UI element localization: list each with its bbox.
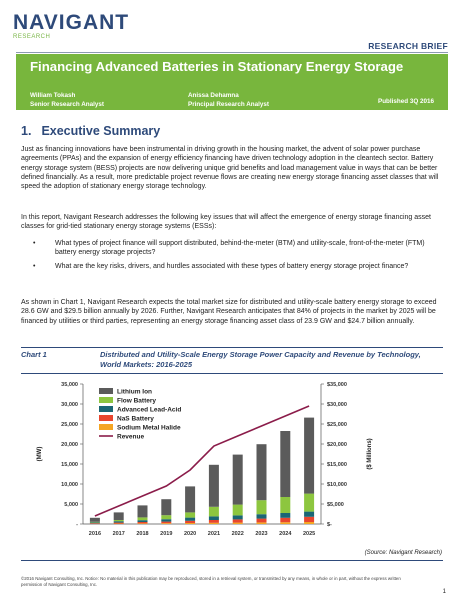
bar-segment xyxy=(280,522,290,524)
bar-segment xyxy=(185,512,195,517)
x-tick-label: 2016 xyxy=(88,531,102,537)
section-heading xyxy=(21,124,160,138)
bar-segment xyxy=(257,522,267,524)
bar-segment xyxy=(233,505,243,516)
report-title: Financing Advanced Batteries in Stationary Energy Storage xyxy=(30,59,404,74)
bar-segment xyxy=(304,512,314,517)
y2-axis-title: ($ Millions) xyxy=(367,438,373,470)
bar-segment xyxy=(185,521,195,523)
chart-title-rule xyxy=(21,373,443,374)
chart-source: (Source: Navigant Research) xyxy=(364,550,442,556)
y-tick-label: 35,000 xyxy=(61,382,78,388)
bar-segment xyxy=(161,523,171,524)
bar-segment xyxy=(90,522,100,523)
y2-tick-label: $30,000 xyxy=(327,402,347,408)
bar-segment xyxy=(209,520,219,523)
y-tick-label: 15,000 xyxy=(61,462,78,468)
legend-swatch xyxy=(99,415,113,421)
bar-segment xyxy=(257,519,267,523)
y-tick-label: 30,000 xyxy=(61,402,78,408)
x-tick-label: 2024 xyxy=(279,531,292,537)
copyright-notice: ©2016 Navigant Consulting, Inc. Notice: No material in this publication may be reproduced, stored in a retrieval system, or transmitted by any means, in whole or in part, without the express written permission of Navigant Consulting, Inc. xyxy=(21,576,401,587)
author-1-role: Senior Research Analyst xyxy=(30,101,104,108)
y-tick-label: 20,000 xyxy=(61,442,78,448)
bullet-dot: • xyxy=(33,262,36,270)
legend-swatch xyxy=(99,406,113,412)
bar-segment xyxy=(257,444,267,500)
x-tick-label: 2021 xyxy=(207,531,221,537)
logo-subtitle: RESEARCH xyxy=(13,34,51,40)
paragraph-1: Just as financing innovations have been instrumental in driving growth in the housing market, the advent of solar power purchase agreements (PPAs) and the expansion of energy efficiency financing have driven technology adoption in the cleantech sector. Battery energy storage system (BESS) projects are now delivering unique grid benefits and load management value in ways that can be better defined financially. As a result, more predictable project revenue flows are creating new energy storage financing asset classes that will speed the adoption of stationary energy storage technology. xyxy=(21,146,439,191)
bullet-item xyxy=(21,239,441,258)
y-tick-label: 5,000 xyxy=(64,502,78,508)
author-2-role: Principal Research Analyst xyxy=(188,101,269,108)
bar-segment xyxy=(161,519,171,521)
author-1 xyxy=(30,91,104,109)
x-tick-label: 2022 xyxy=(231,531,244,537)
bar-segment xyxy=(161,515,171,519)
bullet-text: What are the key risks, drivers, and hurdles associated with these types of battery energy storage project finance? xyxy=(55,262,409,270)
bar-segment xyxy=(161,522,171,524)
section-number: 1. xyxy=(21,124,32,138)
chart-bottom-rule xyxy=(21,560,443,561)
title-banner xyxy=(16,54,448,110)
y2-tick-label: $20,000 xyxy=(327,442,347,448)
legend-label: Flow Battery xyxy=(117,397,157,405)
bar-segment xyxy=(185,486,195,512)
paragraph-2: In this report, Navigant Research addresses the following key issues that will affect the emergence of energy storage financing asset classes for grid-tied stationary energy storage systems (ESSs): xyxy=(21,214,431,231)
y-axis-title: (MW) xyxy=(37,446,43,462)
y2-tick-label: $10,000 xyxy=(327,482,347,488)
y2-tick-label: $35,000 xyxy=(327,382,347,388)
bar-segment xyxy=(209,516,219,520)
author-2 xyxy=(188,91,269,109)
bar-segment xyxy=(114,521,124,522)
bar-segment xyxy=(185,518,195,521)
bullet-item xyxy=(21,262,441,271)
paragraph-3: As shown in Chart 1, Navigant Research expects the total market size for distributed and utility-scale battery energy storage to exceed 28.6 GW and $29.5 billion annually by 2026. Further, Navigant Research anticipates that 84% of projects in the market by 2025 will be financed by utilities or third parties, representing an energy storage financing asset class of 23.9 GW and $24.7 billion annually. xyxy=(21,299,437,325)
bar-segment xyxy=(138,505,148,517)
legend-label: NaS Battery xyxy=(117,415,154,423)
author-1-name: William Tokash xyxy=(30,92,76,99)
bar-segment xyxy=(209,507,219,517)
bar-segment xyxy=(90,518,100,522)
section-title: Executive Summary xyxy=(41,124,161,138)
bar-segment xyxy=(114,520,124,521)
bar-segment xyxy=(257,514,267,518)
bar-segment xyxy=(209,523,219,524)
y-tick-label: 25,000 xyxy=(61,422,78,428)
legend-swatch xyxy=(99,397,113,403)
bar-segment xyxy=(280,513,290,518)
bar-segment xyxy=(233,455,243,505)
bar-segment xyxy=(138,517,148,520)
bar-segment xyxy=(233,523,243,524)
published-date: Published 3Q 2016 xyxy=(378,98,434,105)
y-tick-label: - xyxy=(76,522,78,528)
capacity-revenue-chart xyxy=(21,376,443,548)
bullet-text: What types of project finance will support distributed, behind-the-meter (BTM) and utility-scale, front-of-the-meter (FTM) battery energy storage projects? xyxy=(55,240,425,257)
bar-segment xyxy=(209,465,219,507)
bar-segment xyxy=(304,522,314,524)
bar-segment xyxy=(138,520,148,522)
y2-tick-label: $5,000 xyxy=(327,502,344,508)
bar-segment xyxy=(185,523,195,524)
y2-tick-label: $- xyxy=(327,522,332,528)
legend-swatch xyxy=(99,388,113,394)
legend-label: Advanced Lead-Acid xyxy=(117,406,182,414)
x-tick-label: 2025 xyxy=(302,531,316,537)
x-tick-label: 2020 xyxy=(183,531,197,537)
header-rule xyxy=(16,52,448,53)
bar-segment xyxy=(280,497,290,513)
y-tick-label: 10,000 xyxy=(61,482,78,488)
chart-label: Chart 1 xyxy=(21,350,47,359)
bar-segment xyxy=(280,518,290,522)
legend-swatch xyxy=(99,424,113,430)
chart-title: Distributed and Utility-Scale Energy Storage Power Capacity and Revenue by Technology, World Markets: 2016-2025 xyxy=(100,350,421,369)
bar-segment xyxy=(233,519,243,522)
x-tick-label: 2023 xyxy=(255,531,268,537)
bar-segment xyxy=(233,515,243,519)
bar-segment xyxy=(257,500,267,514)
bar-segment xyxy=(161,499,171,515)
legend-label: Lithium Ion xyxy=(117,388,153,396)
bar-segment xyxy=(304,418,314,494)
page-number: 1 xyxy=(442,589,446,595)
logo-wordmark: NAVIGANT xyxy=(13,11,130,34)
navigant-logo xyxy=(13,12,129,40)
author-2-name: Anissa Dehamna xyxy=(188,92,239,99)
research-brief-label: RESEARCH BRIEF xyxy=(368,41,448,51)
bar-segment xyxy=(114,512,124,520)
x-tick-label: 2018 xyxy=(136,531,149,537)
bar-segment xyxy=(304,494,314,512)
bar-segment xyxy=(90,522,100,523)
revenue-line xyxy=(95,406,309,516)
bar-segment xyxy=(90,523,100,524)
bar-segment xyxy=(138,522,148,523)
bar-segment xyxy=(138,523,148,524)
legend-label: Sodium Metal Halide xyxy=(117,424,181,432)
x-tick-label: 2019 xyxy=(160,531,173,537)
bar-segment xyxy=(304,517,314,522)
y2-tick-label: $15,000 xyxy=(327,462,347,468)
x-tick-label: 2017 xyxy=(112,531,125,537)
bullet-dot: • xyxy=(33,240,36,247)
bar-segment xyxy=(114,523,124,524)
legend-label: Revenue xyxy=(117,433,145,441)
bullet-list xyxy=(21,239,441,275)
y2-tick-label: $25,000 xyxy=(327,422,347,428)
bar-segment xyxy=(280,431,290,497)
chart-top-rule xyxy=(21,347,443,348)
